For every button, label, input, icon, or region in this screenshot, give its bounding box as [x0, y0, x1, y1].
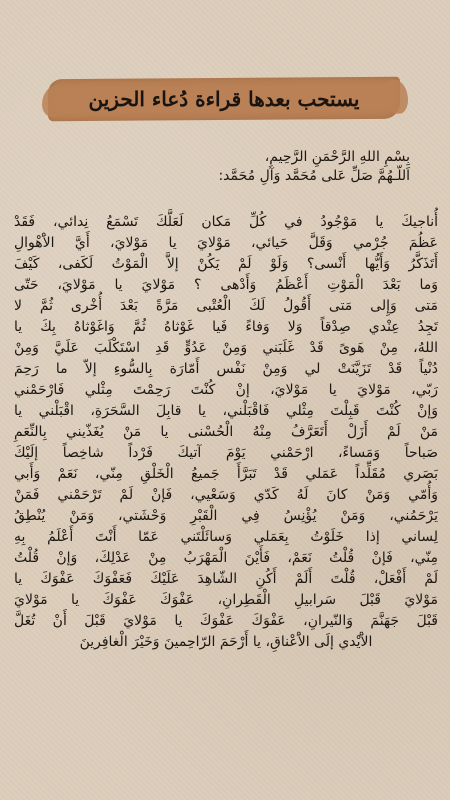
- dua-line: قَبْلَ جَهَنَّمَ وَالنّيرانِ، عَفْوَكَ عَفْوَكَ يا مَوْلايَ قَبْلَ أَنْ تُغَلَّ: [14, 613, 438, 629]
- dua-line: مِنّي، فَإنْ قُلْتُ نَعَمْ، فَأَيْنَ الْمَهْرَبُ مِنْ عَدْلِكَ، وَإنْ قُلْتُ: [14, 550, 438, 566]
- dua-line: أَتَذَكَّرُ وَأَيُّها أَنْسى؟ وَلَوْ لَمْ يَكُنْ إلاَّ الْمَوْتُ لَكَفى، كَيْفَ: [14, 256, 438, 272]
- dua-line: لَمْ أَفْعَلْ، قُلْتَ أَلَمْ أَكُنِ الشّاهِدَ عَلَيْكَ فَعَفْوَكَ عَفْوَكَ يا: [14, 571, 438, 587]
- dua-line: بَصَري مُقَلِّداً عَمَلي قَدْ تَبَرَّأَ جَميعُ الْخَلْقِ مِنّي، نَعَمْ وَأَبي: [14, 466, 438, 482]
- dua-line: دُنْياً قَدْ تَزَيَّنَتْ لي وَمِنْ نَفْس أَمّارَة بِالسُّوءِ إلاّ ما رَحِمَ: [14, 361, 438, 377]
- dua-line: أُناجيكَ يا مَوْجُودُ في كُلِّ مَكان لَعَلَّكَ تَسْمَعُ نِدائي، فَقَدْ: [14, 214, 438, 230]
- dua-line: عَظُمَ جُرْمي وَقَلَّ حَيائي، مَوْلايَ يا مَوْلايَ، أَيَّ الاَْهْوالِ: [14, 235, 438, 251]
- salawat-line: اَللّـهُمَّ صَلِّ عَلى مُحَمَّد وَآلِ مُحَمَّد:: [218, 168, 410, 184]
- dua-body: [14, 212, 438, 653]
- dua-line: مَتى وَإِلى مَتى أَقُولُ لَكَ الْعُتْبى مَرَّةً بَعْدَ أُخْرى ثُمَّ لا: [14, 298, 438, 314]
- intro-block: [90, 148, 410, 186]
- basmala-line: بِسْمِ اللهِ الرَّحْمَنِ الرَّحِيمِ،: [264, 149, 410, 165]
- dua-line: تَجِدُ عِنْدي صِدْقاً وَلا وَفاءً فَيا غَوْثاهُ ثُمَّ وَاغَوْثاهُ بِكَ يا: [14, 319, 438, 335]
- dua-line: لِساني إذا خَلَوْتُ بِعَمَلي وَسائَلْتَني عَمّا أَنْتَ أَعْلَمُ بِهِ: [14, 529, 438, 545]
- dua-line: مَوْلايَ قَبْلَ سَرابيلِ الْقَطِرانِ، عَفْوَكَ عَفْوَكَ يا مَوْلايَ: [14, 592, 438, 608]
- dua-line: وَما بَعْدَ الْمَوْتِ أَعْظَمُ وَأَدْهى ؟ مَوْلايَ يا مَوْلايَ، حَتّى: [14, 277, 438, 293]
- dua-line: يَرْحَمُني، وَمَنْ يُؤْنِسُ فِي الْقَبْرِ وَحْشَتي، وَمَنْ يُنْطِقُ: [14, 508, 438, 524]
- dua-line: الاَْيْدي إلَى الاَْعْناقِ، يا أَرْحَمَ الرّاحِمينَ وَخَيْرَ الْغافِرينَ: [79, 634, 373, 650]
- dua-line: مَنْ لَمْ أَزَلْ أَتَعَرَّفُ مِنْهُ الْحُسْنى يا مَنْ يُغَذّيني بِالنِّعَمِ: [14, 424, 438, 440]
- page-title: يستحب بعدها قراءة دُعاء الحزين: [88, 87, 360, 111]
- dua-line: رَبّي، مَوْلايَ يا مَوْلايَ، إنْ كُنْتَ رَحِمْتَ مِثْلي فَارْحَمْني: [14, 382, 438, 398]
- dua-line: اللهُ، مِنْ هَوىً قَدْ غَلَبَني وَمِنْ عَدُوٍّ قَدِ اسْتَكْلَبَ عَلَيَّ وَمِنْ: [14, 340, 438, 356]
- dua-line: وَأُمّي وَمَنْ كانَ لَهُ كَدّي وَسَعْيي، فَإنْ لَمْ تَرْحَمْني فَمَنْ: [14, 487, 438, 503]
- dua-line: صَباحاً وَمَساءً، ارْحَمْني يَوْمَ آتيكَ فَرْداً شاخِصاً إلَيْكَ: [14, 445, 438, 461]
- dua-line: وَإنْ كُنْتَ قَبِلْتَ مِثْلي فَاقْبَلْني، يا قابِلَ السَّحَرَةِ، اقْبَلْني يا: [14, 403, 438, 419]
